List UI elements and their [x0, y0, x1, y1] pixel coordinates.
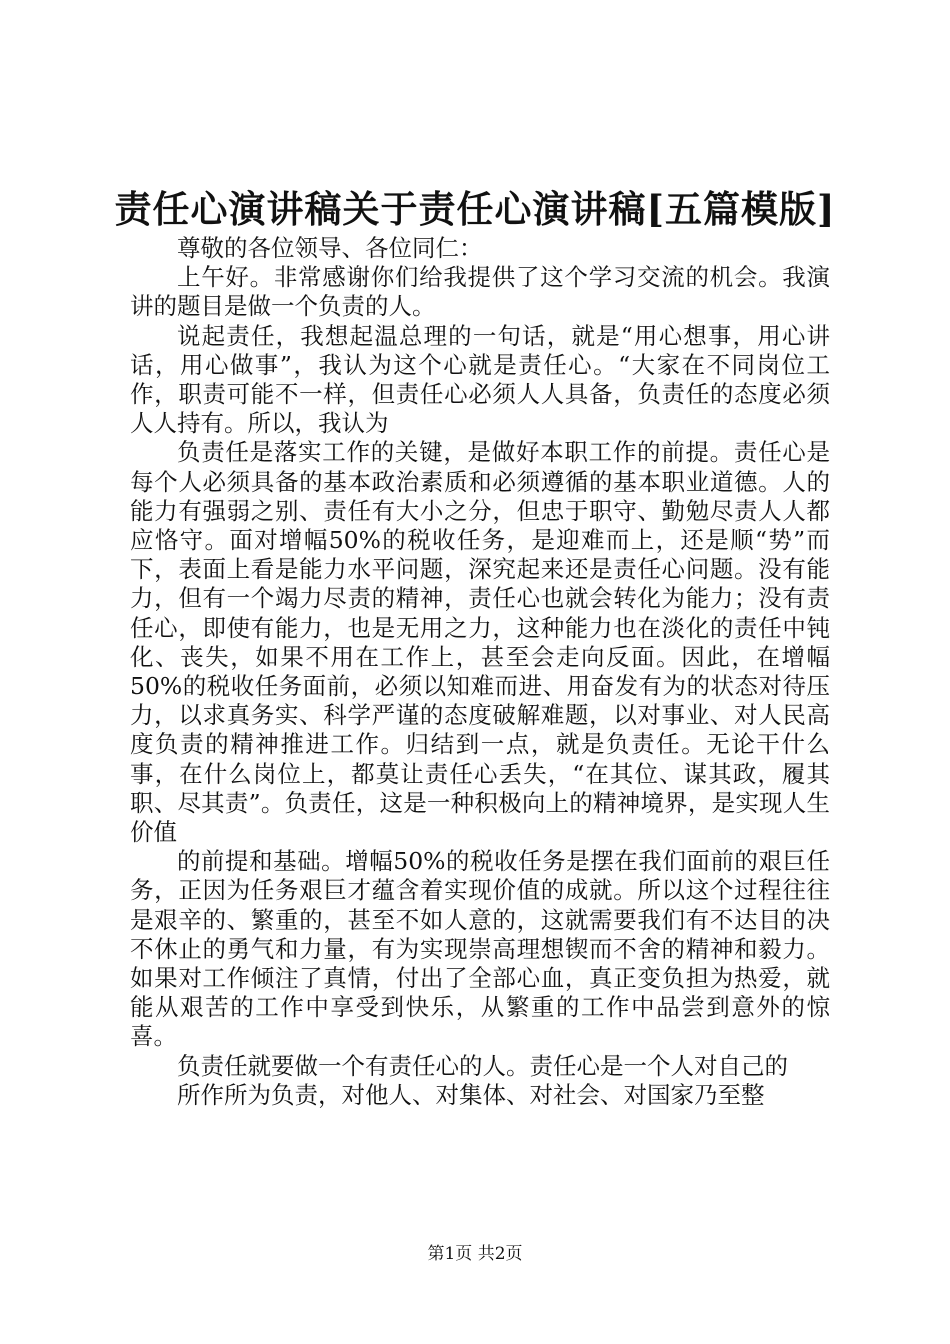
- paragraph-salutation: 尊敬的各位领导、各位同仁：: [177, 234, 483, 262]
- paragraph-foundation: 的前提和基础。增幅50%的税收任务是摆在我们面前的艰巨任务，正因为任务艰巨才蕴含着实现价值的成就。所以这个过程往往是艰辛的、繁重的，甚至不如人意的，这就需要我们有不达目的决不休止的勇气和力量，有为实现崇高理想锲而不舍的精神和毅力。如果对工作倾注了真情，付出了全部心血，真正变负担为热爱，就能从艰苦的工作中享受到快乐，从繁重的工作中品尝到意外的惊喜。: [130, 847, 830, 1051]
- paragraph-quote: 说起责任，我想起温总理的一句话，就是“用心想事，用心讲话，用心做事”，我认为这个心就是责任心。“大家在不同岗位工作，职责可能不一样，但责任心必须人人具备，负责任的态度必须人人持有。所以，我认为: [130, 321, 830, 438]
- document-title: 责任心演讲稿关于责任心演讲稿[五篇模版]: [114, 187, 836, 231]
- page-number-footer: 第1页 共2页: [427, 1244, 523, 1264]
- document-body: [130, 234, 830, 1110]
- paragraph-responsibility-key: 负责任是落实工作的关键，是做好本职工作的前提。责任心是每个人必须具备的基本政治素质和必须遵循的基本职业道德。人的能力有强弱之别、责任有大小之分，但忠于职守、勤勉尽责人人都应恪守。面对增幅50%的税收任务，是迎难而上，还是顺“势”而下，表面上看是能力水平问题，深究起来还是责任心问题。没有能力，但有一个竭力尽责的精神，责任心也就会转化为能力；没有责任心，即使有能力，也是无用之力，这种能力也在淡化的责任中钝化、丧失，如果不用在工作上，甚至会走向反面。因此，在增幅50%的税收任务面前，必须以知难而进、用奋发有为的状态对待压力，以求真务实、科学严谨的态度破解难题，以对事业、对人民高度负责的精神推进工作。归结到一点，就是负责任。无论干什么事，在什么岗位上，都莫让责任心丢失，“在其位、谋其政，履其职、尽其责”。负责任，这是一种积极向上的精神境界，是实现人生价值: [130, 438, 830, 847]
- paragraph-responsible-person: 负责任就要做一个有责任心的人。责任心是一个人对自己的: [177, 1051, 788, 1080]
- paragraph-conduct: 所作所为负责，对他人、对集体、对社会、对国家乃至整: [177, 1080, 765, 1109]
- paragraph-greeting: 上午好。非常感谢你们给我提供了这个学习交流的机会。我演讲的题目是做一个负责的人。: [130, 263, 830, 321]
